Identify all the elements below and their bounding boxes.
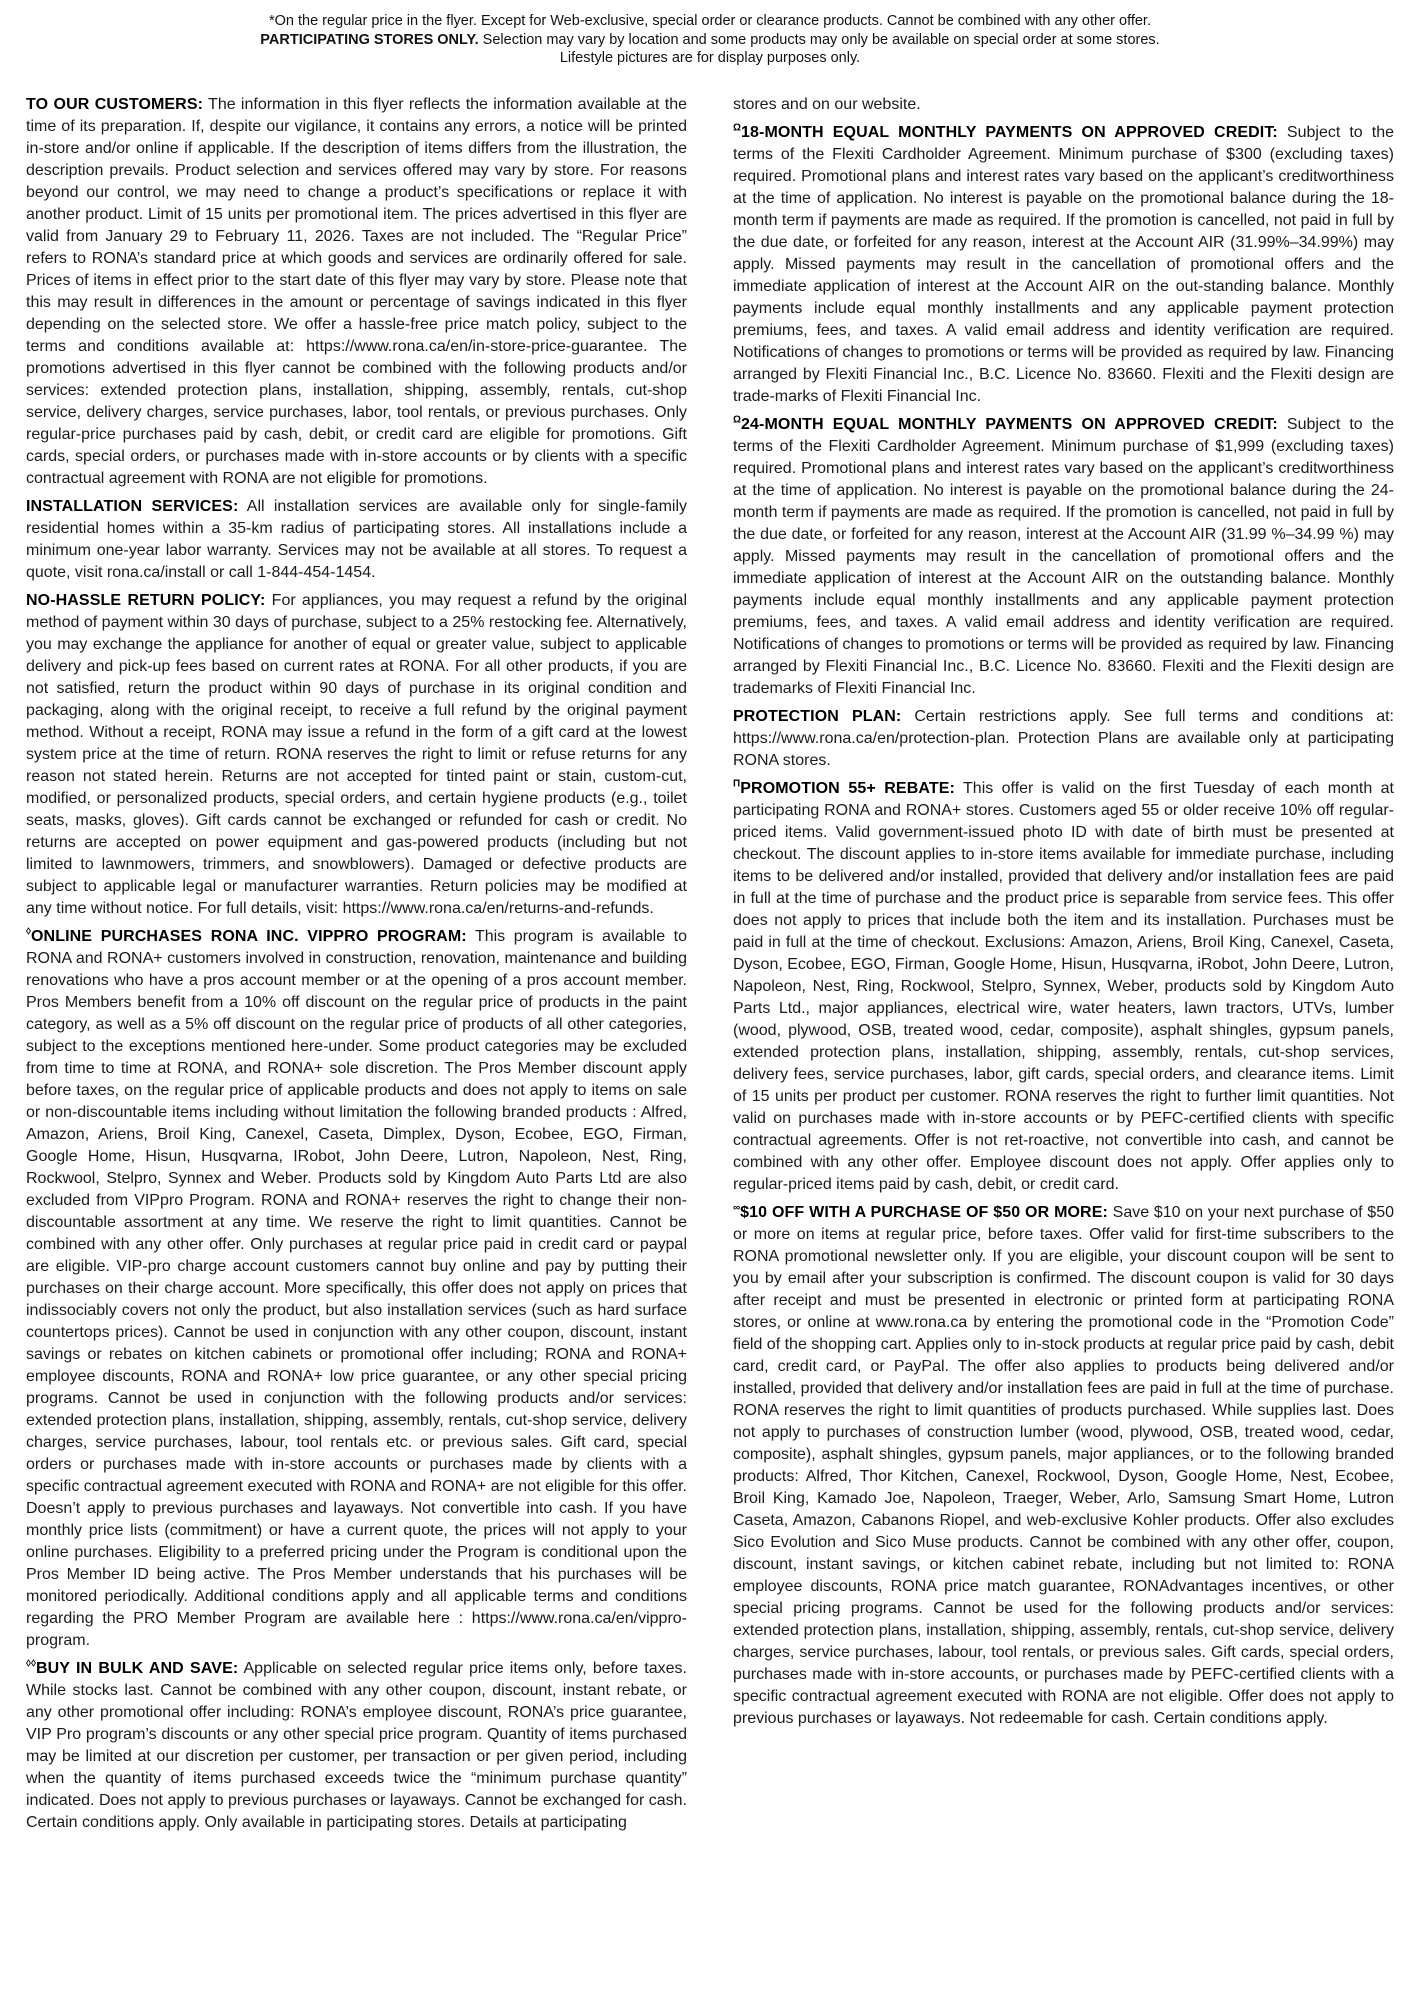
para-vippro-program-heading	[26, 928, 467, 945]
right-column	[733, 94, 1394, 1840]
left-column	[26, 94, 687, 1840]
para-18-month-payments	[733, 122, 1394, 408]
para-protection-plan	[733, 706, 1394, 772]
para-10-off-coupon	[733, 1202, 1394, 1730]
para-buy-in-bulk-heading	[26, 1660, 238, 1677]
page-header	[26, 12, 1394, 68]
para-24-month-payments-sup: Ω	[733, 414, 742, 426]
para-18-month-payments-body: Subject to the terms of the Flexiti Cardholder Agreement. Minimum purchase of $300 (excluding taxes) required. Promotional plans and interest rates vary based on the applicant’s creditworthiness at the time of application. No interest is payable on the promotional balance during the 18-month term if payments are made as required. If the promotion is cancelled, not paid in full by the due date, or forfeited for any reason, interest at the Account AIR (31.99%–34.99%) may apply. Missed payments may result in the cancellation of promotional offers and the immediate application of interest at the Account AIR on the out-standing balance. Monthly payments include equal monthly installments and any applicable payment protection premiums, fees, and taxes. A valid email address and identity verification are required. Notifications of changes to promotions or terms will be provided as required by law. Financing arranged by Flexiti Financial Inc., B.C. Licence No. 83660. Flexiti and the Flexiti design are trade-marks of Flexiti Financial Inc.	[733, 123, 1394, 405]
para-buy-in-bulk-continuation-body: stores and on our website.	[733, 95, 921, 113]
para-promotion-55-rebate-heading	[733, 780, 955, 797]
para-promotion-55-rebate-body: This offer is valid on the first Tuesday of each month at participating RONA and RONA+ stores. Customers aged 55 or older receive 10% off regular-priced items. Valid government-issued photo ID with date of birth must be presented at checkout. The discount applies to in-store items available for immediate purchase, including items to be delivered and/or installed, provided that delivery and/or installation fees are paid in full at the time of purchase and the product price is separable from service fees. This offer does not apply to prices that include both the item and its installation. Purchases must be paid in full at the time of checkout. Exclusions: Amazon, Ariens, Broil King, Canexel, Caseta, Dyson, Ecobee, EGO, Firman, Google Home, Hisun, Husqvarna, iRobot, John Deere, Lutron, Napoleon, Nest, Ring, Rockwool, Stelpro, Synnex, Weber, products sold by Kingdom Auto Parts Ltd., major appliances, electrical wire, water heaters, lawn tractors, UTVs, lumber (wood, plywood, OSB, treated wood, cedar, composite), asphalt shingles, gypsum panels, extended protection plans, installation, shipping, assembly, rentals, cut-shop services, delivery fees, service purchases, labor, gift cards, special orders, and clearance items. Limit of 15 units per product per customer. RONA reserves the right to further limit quantities. Not valid on purchases made with in-store accounts or by PEFC-certified clients with specific contractual agreements. Offer is not ret-roactive, not convertible into cash, and cannot be combined with any other offer. Employee discount does not apply. Offer applies only to regular-priced items paid by cash, debit, or credit card.	[733, 779, 1395, 1193]
para-24-month-payments	[733, 414, 1394, 700]
para-18-month-payments-sup: Ω	[733, 122, 742, 134]
para-24-month-payments-title: 24-MONTH EQUAL MONTHLY PAYMENTS ON APPROVED CREDIT:	[741, 415, 1278, 433]
para-buy-in-bulk-body: Applicable on selected regular price items only, before taxes. While stocks last. Cannot be combined with any other coupon, discount, instant rebate, or any other promotional offer including: RONA’s employee discount, RONA’s price guarantee, VIP Pro program’s discounts or any other special price program. Quantity of items purchased may be limited at our discretion per customer, per transaction or per given period, including when the quantity of items purchased exceeds twice the “minimum purchase quantity” indicated. Does not apply to previous purchases or layaways. Cannot be exchanged for cash. Certain conditions apply. Only available in participating stores. Details at participating	[26, 1659, 687, 1831]
para-promotion-55-rebate-title: PROMOTION 55+ REBATE:	[740, 779, 955, 797]
para-promotion-55-rebate-sup: Π	[733, 778, 741, 790]
para-10-off-coupon-title: $10 OFF WITH A PURCHASE OF $50 OR MORE:	[740, 1203, 1108, 1221]
para-protection-plan-body: Certain restrictions apply. See full terms and conditions at: https://www.rona.ca/en/protection-plan. Protection Plans are available only at participating RONA stores.	[733, 707, 1394, 769]
para-installation-services-body: All installation services are available only for single-family residential homes within a 35-km radius of participating stores. All installations include a minimum one-year labor warranty. Services may not be available at all stores. To request a quote, visit rona.ca/install or call 1-844-454-1454.	[26, 497, 688, 581]
para-18-month-payments-title: 18-MONTH EQUAL MONTHLY PAYMENTS ON APPROVED CREDIT:	[741, 123, 1278, 141]
para-vippro-program-body: This program is available to RONA and RONA+ customers involved in construction, renovation, maintenance and building renovations who have a pros account member or at the opening of a pros account member. Pros Members benefit from a 10% off discount on the regular price of products in the paint category, as well as a 5% off discount on the regular price of products of all other categories, subject to the exceptions mentioned here-under. Some product categories may be excluded from time to time at RONA, and RONA+ sole discretion. The Pros Member discount apply before taxes, on the regular price of applicable products and does not apply to items on sale or non-discountable items including without limitation the following branded products : Alfred, Amazon, Ariens, Broil King, Canexel, Caseta, Dimplex, Dyson, Ecobee, EGO, Firman, Google Home, Hisun, Husqvarna, IRobot, John Deere, Lutron, Napoleon, Nest, Ring, Rockwool, Stelpro, Synnex and Weber. Products sold by Kingdom Auto Parts Ltd are also excluded from VIPpro Program. RONA and RONA+ reserves the right to change their non-discountable assortment at any time. We reserve the right to limit quantities. Cannot be combined with any other offer. Only purchases at regular price paid in credit card or paypal are eligible. VIP-pro charge account customers cannot buy online and pay by putting their purchases on their charge account. More specifically, this offer does not apply on prices that indissociably covers not only the product, but also installation services (such as hard surface countertops prices). Cannot be used in conjunction with any other coupon, discount, instant savings or rebates on kitchen cabinets or promotional offer including; RONA and RONA+ employee discounts, RONA and RONA+ low price guarantee, or any other special pricing programs. Cannot be used in conjunction with the following products and/or services: extended protection plans, installation, shipping, assembly, rentals, cut-shop service, delivery charges, service purchases, labour, tool rentals etc. or previous sales. Gift card, special orders or purchases made with in-store accounts or purchases made by clients with a specific contractual agreement executed with RONA and RONA+ are not eligible for this offer. Doesn’t apply to previous purchases and layaways. Not convertible into cash. If you have monthly price lists (commitment) or have a current quote, the prices will not apply to your online purchases. Eligibility to a preferred pricing under the Program is conditional upon the Pros Member ID being active. The Pros Member understands that his purchases will be monitored periodically. Additional conditions apply and all applicable terms and conditions regarding the PRO Member Program are available here : https://www.rona.ca/en/vippro-program.	[26, 927, 688, 1649]
para-10-off-coupon-heading	[733, 1204, 1108, 1221]
para-vippro-program-sup: ◊	[26, 926, 31, 938]
para-promotion-55-rebate	[733, 778, 1394, 1196]
legal-text-columns	[26, 94, 1394, 1840]
para-18-month-payments-heading	[733, 124, 1278, 141]
para-return-policy-body: For appliances, you may request a refund by the original method of payment within 30 days of purchase, subject to a 25% restocking fee. Alternatively, you may exchange the appliance for another of equal or greater value, subject to applicable delivery and pick-up fees based on current rates at RONA. For all other products, if you are not satisfied, return the product within 90 days of purchase in its original condition and packaging, along with the original receipt, to receive a full refund by the original payment method. Without a receipt, RONA may issue a refund in the form of a gift card at the lowest system price at the time of return. RONA reserves the right to limit or refuse returns for any reason not stated herein. Returns are not accepted for tinted paint or stain, custom-cut, modified, or personalized products, special orders, and certain hygiene products (e.g., toilet seats, masks, gloves). Gift cards cannot be exchanged or refunded for cash or credit. No returns are accepted on power equipment and gas-powered products (including but not limited to lawnmowers, trimmers, and snowblowers). Damaged or defective products are subject to applicable legal or manufacturer warranties. Return policies may be modified at any time without notice. For full details, visit: https://www.rona.ca/en/returns-and-refunds.	[26, 591, 688, 917]
para-to-our-customers-heading	[26, 96, 203, 113]
header-line-2-rest: Selection may vary by location and some products may only be available on special order at some stores.	[478, 31, 1160, 48]
header-line-3: Lifestyle pictures are for display purposes only.	[559, 50, 861, 66]
para-10-off-coupon-sup: ∞	[733, 1202, 741, 1214]
para-installation-services-heading	[26, 498, 238, 515]
para-return-policy	[26, 590, 687, 920]
para-vippro-program	[26, 926, 687, 1652]
para-protection-plan-title: PROTECTION PLAN:	[733, 707, 902, 725]
para-buy-in-bulk-title: BUY IN BULK AND SAVE:	[36, 1659, 239, 1677]
para-to-our-customers	[26, 94, 687, 490]
para-installation-services-title: INSTALLATION SERVICES:	[26, 497, 239, 515]
header-line-1: *On the regular price in the flyer. Except for Web-exclusive, special order or clearance products. Cannot be combined with any other offer.	[268, 13, 1151, 29]
para-to-our-customers-title: TO OUR CUSTOMERS:	[26, 95, 204, 113]
para-protection-plan-heading	[733, 708, 901, 725]
para-to-our-customers-body: The information in this flyer reflects the information available at the time of its preparation. If, despite our vigilance, it contains any errors, a notice will be printed in-store and/or online if applicable. If the description of items differs from the illustration, the description prevails. Product selection and services offered may vary by store. For reasons beyond our control, we may need to change a product’s specifications or replace it with another product. Limit of 15 units per promotional item. The prices advertised in this flyer are valid from January 29 to February 11, 2026. Taxes are not included. The “Regular Price” refers to RONA’s standard price at which goods and services are ordinarily offered for sale. Prices of items in effect prior to the start date of this flyer may vary by store. Please note that this may result in differences in the amount or percentage of savings indicated in this flyer depending on the selected store. We offer a hassle-free price match policy, subject to the terms and conditions available at: https://www.rona.ca/en/in-store-price-guarantee. The promotions advertised in this flyer cannot be combined with the following products and/or services: extended protection plans, installation, shipping, assembly, rentals, cut-shop service, delivery charges, service purchases, labor, tool rentals, or previous purchases. Only regular-price purchases paid by cash, debit, or credit card are eligible for promotions. Gift cards, special orders, or purchases made with in-store accounts or by clients with a specific contractual agreement with RONA are not eligible for promotions.	[26, 95, 688, 487]
para-buy-in-bulk	[26, 1658, 687, 1834]
para-return-policy-title: NO-HASSLE RETURN POLICY:	[26, 591, 266, 609]
para-24-month-payments-heading	[733, 416, 1278, 433]
para-10-off-coupon-body: Save $10 on your next purchase of $50 or more on items at regular price, before taxes. Offer valid for first-time subscribers to the RONA promotional newsletter only. If you are eligible, your discount coupon will be sent to you by email after your subscription is confirmed. The discount coupon is valid for 30 days after receipt and must be presented in electronic or printed form at participating RONA stores, or online at www.rona.ca by entering the promotional code in the “Promotion Code” field of the shopping cart. Applies only to in-stock products at regular price paid by cash, debit card, credit card, or PayPal. The offer also applies to products being delivered and/or installed, provided that delivery and/or installation fees are paid in full at the time of purchase. RONA reserves the right to limit quantities of products purchased. While supplies last. Does not apply to purchases of construction lumber (wood, plywood, OSB, treated wood, cedar, composite), asphalt shingles, gypsum panels, major appliances, or to the following branded products: Alfred, Thor Kitchen, Canexel, Rockwool, Dyson, Google Home, Nest, Ecobee, Broil King, Kamado Joe, Napoleon, Traeger, Weber, Arlo, Samsung Smart Home, Lutron Caseta, Amazon, Cabanons Riopel, and web-exclusive Kohler products. Offer also excludes Sico Evolution and Sico Muse products. Cannot be combined with any other offer, coupon, discount, instant savings, or kitchen cabinet rebate, including but not limited to: RONA employee discounts, RONA price match guarantee, RONAdvantages incentives, or other special pricing programs. Cannot be used for the following products and/or services: extended protection plans, installation, shipping, assembly, rentals, cut-shop service, delivery charges, service purchases, labour, tool rentals, or previous sales. Gift cards, special orders, purchases made with in-store accounts, or purchases made by PEFC-certified clients with a specific contractual agreement executed with RONA are not eligible. Offer does not apply to previous purchases or layaways. Not redeemable for cash. Certain conditions apply.	[733, 1203, 1394, 1727]
para-buy-in-bulk-sup: ◊◊	[26, 1658, 36, 1670]
header-line-2	[26, 31, 1394, 50]
para-24-month-payments-body: Subject to the terms of the Flexiti Cardholder Agreement. Minimum purchase of $1,999 (excluding taxes) required. Promotional plans and interest rates vary based on the applicant’s creditworthiness at the time of application. No interest is payable on the promotional balance during the 24-month term if payments are made as required. If the promotion is cancelled, not paid in full by the due date, or forfeited for any reason, interest at the Account AIR (31.99 %–34.99 %) may apply. Missed payments may result in the cancellation of promotional offers and the immediate application of interest at the Account AIR on the outstanding balance. Monthly payments include equal monthly installments and any applicable payment protection premiums, fees, and taxes. A valid email address and identity verification are required. Notifications of changes to promotions or terms will be provided as required by law. Financing arranged by Flexiti Financial Inc., B.C. Licence No. 83660. Flexiti and the Flexiti design are trademarks of Flexiti Financial Inc.	[733, 415, 1394, 697]
para-buy-in-bulk-continuation	[733, 94, 1394, 116]
para-vippro-program-title: ONLINE PURCHASES RONA INC. VIPPRO PROGRAM:	[31, 927, 467, 945]
para-installation-services	[26, 496, 687, 584]
para-return-policy-heading	[26, 592, 265, 609]
header-line-2-bold: PARTICIPATING STORES ONLY.	[260, 31, 479, 48]
